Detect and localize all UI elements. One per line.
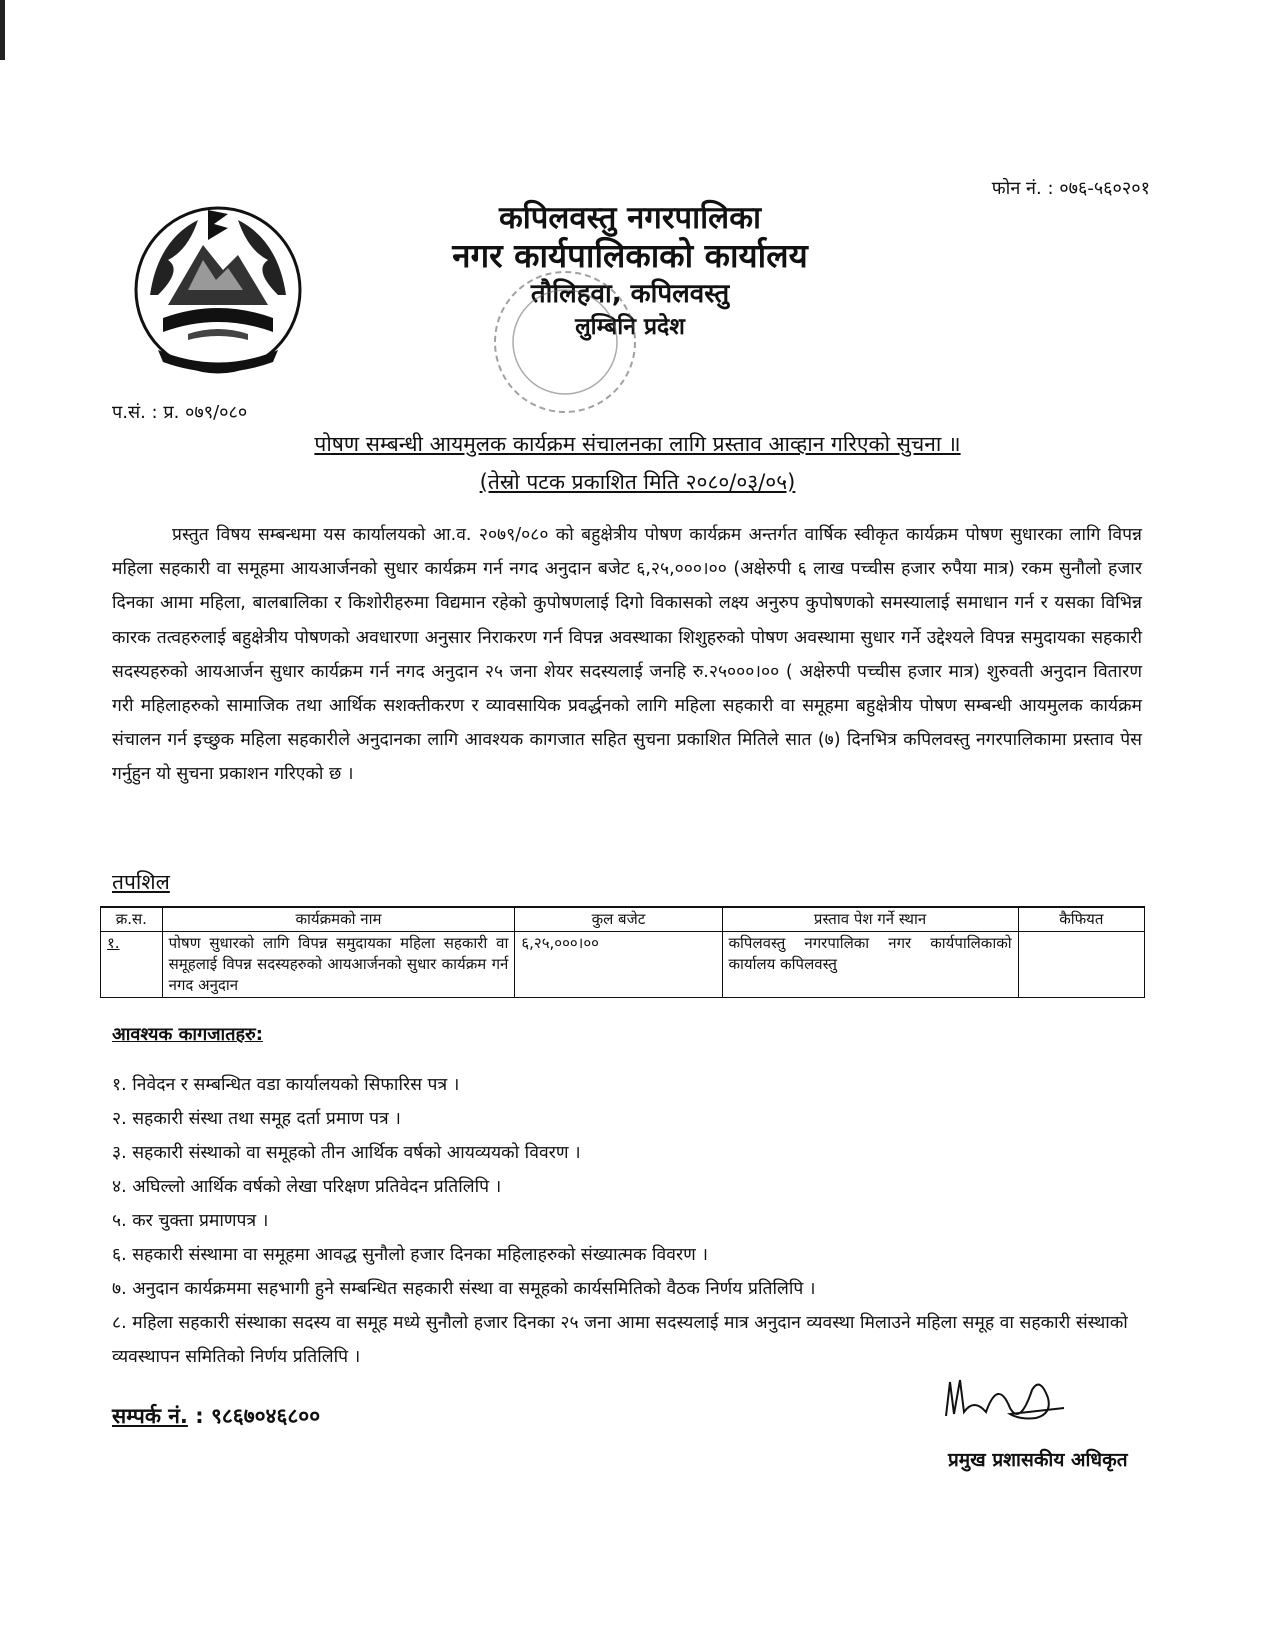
cell-serial (101, 932, 163, 998)
cell-submission-place: कपिलवस्तु नगरपालिका नगर कार्यपालिकाको कार्यालय कपिलवस्तु (722, 932, 1018, 998)
cell-total-budget: ६,२५,०००।०० (515, 932, 722, 998)
cell-serial-text: १. (107, 934, 120, 952)
scan-edge-mark (0, 0, 5, 60)
list-item: ७. अनुदान कार्यक्रममा सहभागी हुने सम्बन्धित सहकारी संस्था वा समूहको कार्यसमितिको वैठक निर्णय प्रतिलिपि । (112, 1279, 816, 1299)
office-stamp (470, 262, 660, 422)
notice-subject-text: पोषण सम्बन्धी आयमुलक कार्यक्रम संचालनका लागि प्रस्ताव आव्हान गरिएको सुचना ॥ (314, 432, 961, 456)
list-item: ६. सहकारी संस्थामा वा समूहमा आवद्ध सुनौलो हजार दिनका महिलाहरुको संख्यात्मक विवरण । (112, 1245, 709, 1265)
contact-separator: : (195, 1404, 204, 1428)
list-item: ४. अघिल्लो आर्थिक वर्षको लेखा परिक्षण प्रतिवेदन प्रतिलिपि । (112, 1177, 502, 1197)
contact-info (112, 1402, 320, 1430)
col-serial: क्र.स. (101, 907, 163, 932)
required-docs-heading: आवश्यक कागजातहरु: (112, 1024, 264, 1045)
details-heading: तपशिल (112, 870, 170, 894)
notice-publication-date-text: (तेस्रो पटक प्रकाशित मिति २०८०/०३/०५) (479, 470, 796, 494)
notice-subject (0, 430, 1275, 458)
required-docs-list (112, 1068, 1147, 1374)
details-table-header (101, 907, 1145, 932)
list-item: २. सहकारी संस्था तथा समूह दर्ता प्रमाण पत्र । (112, 1109, 401, 1129)
phone-number: फोन नं. : ०७६-५६०२०१ (991, 178, 1150, 199)
notice-publication-date (0, 468, 1275, 496)
contact-number: ९८६७०४६८०० (210, 1404, 321, 1428)
table-row (101, 932, 1145, 998)
cell-program-name: पोषण सुधारको लागि विपन्न समुदायका महिला सहकारी वा समूहलाई विपन्न सदस्यहरुको आयआर्जनको सुधार कार्यक्रम गर्न नगद अनुदान (162, 932, 515, 998)
list-item: ८. महिला सहकारी संस्थाका सदस्य वा समूह मध्ये सुनौलो हजार दिनका २५ जना आमा सदस्यलाई मात्र अनुदान व्यवस्था मिलाउने महिला समूह वा सहकारी संस्थाको व्यवस्थापन समितिको निर्णय प्रतिलिपि । (112, 1313, 1128, 1367)
signature (940, 1368, 1070, 1430)
letterhead-office: नगर कार्यपालिकाको कार्यालय (452, 236, 808, 275)
col-program-name: कार्यक्रमको नाम (162, 907, 515, 932)
notice-body: प्रस्तुत विषय सम्बन्धमा यस कार्यालयको आ.व. २०७९/०८० को बहुक्षेत्रीय पोषण कार्यक्रम अन्तर्गत वार्षिक स्वीकृत कार्यक्रम पोषण सुधारका लागि विपन्न महिला सहकारी वा समूहमा आयआर्जनको सुधार कार्यक्रम गर्न नगद अनुदान बजेट ६,२५,०००।०० (अक्षेरुपी ६ लाख पच्चीस हजार रुपैया मात्र) रकम सुनौलो हजार दिनका आमा महिला, बालबालिका र किशोरीहरुमा विद्यमान रहेको कुपोषणलाई दिगो विकासको लक्ष्य अनुरुप कुपोषणको समस्यालाई समाधान गर्न र यसका विभिन्न कारक तत्वहरुलाई बहुक्षेत्रीय पोषणको अवधारणा अनुसार निराकरण गर्न विपन्न अवस्थाका शिशुहरुको पोषण अवस्थामा सुधार गर्ने उद्देश्यले विपन्न समुदायका सहकारी सदस्यहरुको आयआर्जन सुधार कार्यक्रम गर्न नगद अनुदान २५ जना शेयर सदस्यलाई जनहि रु.२५०००।०० ( अक्षेरुपी पच्चीस हजार मात्र) शुरुवती अनुदान वितारण गरी महिलाहरुको सामाजिक तथा आर्थिक सशक्तीकरण र व्यावसायिक प्रवर्द्धनको लागि महिला सहकारी वा समूहमा बहुक्षेत्रीय पोषण सम्बन्धी आयमुलक कार्यक्रम संचालन गर्न इच्छुक महिला सहकारीले अनुदानका लागि आवश्यक कागजात सहित सुचना प्रकाशित मितिले सात (७) दिनभित्र कपिलवस्तु नगरपालिकामा प्रस्ताव पेस गर्नुहुन यो सुचना प्रकाशन गरिएको छ । (112, 525, 1142, 785)
letterhead-province: लुम्बिनि प्रदेश (575, 314, 685, 340)
list-item: १. निवेदन र सम्बन्धित वडा कार्यालयको सिफारिस पत्र । (112, 1075, 460, 1095)
nepal-emblem-icon (128, 200, 308, 380)
signatory-title: प्रमुख प्रशासकीय अधिकृत (948, 1449, 1128, 1471)
contact-label: सम्पर्क नं. (112, 1404, 188, 1428)
list-item: ३. सहकारी संस्थाको वा समूहको तीन आर्थिक वर्षको आयव्ययको विवरण । (112, 1143, 581, 1163)
list-item: ५. कर चुक्ता प्रमाणपत्र । (112, 1211, 269, 1231)
letterhead-address: तौलिहवा, कपिलवस्तु (530, 279, 730, 309)
details-table (100, 906, 1145, 998)
col-remarks: कैफियत (1018, 907, 1144, 932)
col-total-budget: कुल बजेट (515, 907, 722, 932)
cell-remarks (1018, 932, 1144, 998)
col-submission-place: प्रस्ताव पेश गर्ने स्थान (722, 907, 1018, 932)
letterhead-municipality: कपिलवस्तु नगरपालिका (498, 200, 762, 236)
reference-number: प.सं. : प्र. ०७९/०८० (112, 402, 248, 423)
